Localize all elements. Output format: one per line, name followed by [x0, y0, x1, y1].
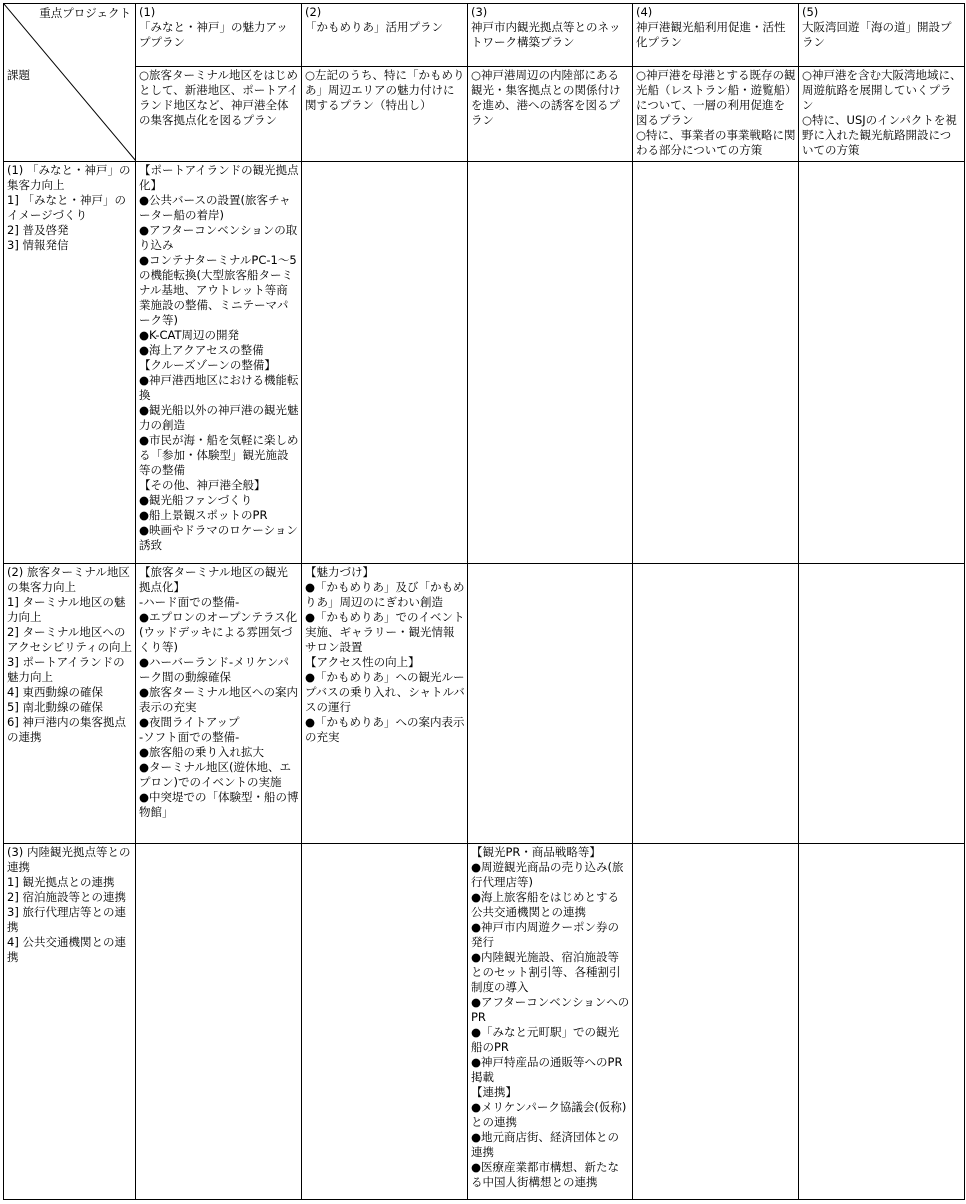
project-number: (3): [471, 5, 488, 19]
project-2-header: [302, 4, 468, 67]
project-description-text: ○神戸港を母港とする既存の観光船（レストラン船・遊覧船）について、一層の利用促進を図るプラン ○特に、事業者の事業戦略に関わる部分についての方策: [636, 68, 796, 157]
project-description-text: ○左記のうち、特に「かもめりあ」周辺エリアの魅力付けに関するプラン（特出し）: [305, 68, 465, 112]
measure-text: 【旅客ターミナル地区の観光拠点化】 -ハード面での整備- ●エプロンのオープンテラス化(ウッドデッキによる雰囲気づくり等) ●ハーバーランド-メリケンパーク間の動線確保 ●旅客ターミナル地区への案内表示の充実 ●夜間ライトアップ -ソフト面での整備- ●旅客船の乗り入れ拡大 ●ターミナル地区(遊休地、エプロン)でのイベントの実施 ●中突堤での「体験型・船の博物館」: [139, 565, 299, 819]
project-description-text: ○旅客ターミナル地区をはじめとして、新港地区、ポートアイランド地区など、神戸港全体の集客拠点化を図るプラン: [139, 68, 299, 127]
project-2-description: [302, 67, 468, 162]
project-issue-matrix: [3, 3, 965, 1200]
project-5-header: [799, 4, 965, 67]
measure-cell: [302, 564, 468, 844]
project-description-text: ○神戸港を含む大阪湾地域に、周遊航路を展開していくプラン ○特に、USJのインパクトを視野に入れた観光航路開設についての方策: [802, 68, 962, 157]
issue-1-cell: [4, 162, 136, 564]
measure-cell: [302, 162, 468, 564]
measure-cell: [468, 564, 633, 844]
measure-text: 【魅力づけ】 ●「かもめりあ」及び「かもめりあ」周辺のにぎわい創造 ●「かもめりあ」でのイベント実施、ギャラリー・観光情報サロン設置 【アクセス性の向上】 ●「かもめりあ」への観光ループバスの乗り入れ、シャトルバスの運行 ●「かもめりあ」への案内表示の充実: [305, 565, 465, 744]
measure-cell: [633, 844, 799, 1200]
project-5-description: [799, 67, 965, 162]
project-title: 大阪湾回遊「海の道」開設プラン: [802, 20, 952, 49]
issue-text: (2) 旅客ターミナル地区の集客力向上 1] ターミナル地区の魅力向上 2] ターミナル地区へのアクセシビリティの向上 3] ポートアイランドの魅力向上 4] 東西動線の確保 5] 南北動線の確保 6] 神戸港内の集客拠点の連携: [7, 565, 133, 744]
project-title: 「みなと・神戸」の魅力アッププラン: [139, 20, 288, 49]
project-number: (1): [139, 5, 156, 19]
measure-text: 【ポートアイランドの観光拠点化】 ●公共バースの設置(旅客チャーター船の着岸) ●アフターコンベンションの取り込み ●コンテナターミナルPC-1～5の機能転換(大型旅客船ターミナル基地、アウトレット等商業施設の整備、ミニテーマパーク等) ●K-CAT周辺の開発 ●海上アクアセスの整備 【クルーズゾーンの整備】 ●神戸港西地区における機能転換 ●観光船以外の神戸港の観光魅力の創造 ●市民が海・船を気軽に楽しめる「参加・体験型」観光施設等の整備 【その他、神戸港全般】 ●観光船ファンづくり ●船上景観スポットのPR ●映画やドラマのロケーション誘致: [139, 163, 299, 552]
measure-cell: [468, 162, 633, 564]
project-1-description: [136, 67, 302, 162]
project-title: 神戸市内観光拠点等とのネットワーク構築プラン: [471, 20, 621, 49]
issue-row-3: [4, 844, 965, 1200]
issue-2-cell: [4, 564, 136, 844]
measure-cell: [468, 844, 633, 1200]
measure-cell: [136, 564, 302, 844]
project-3-header: [468, 4, 633, 67]
corner-label-issues: 課題: [7, 68, 30, 82]
issue-text: (3) 内陸観光拠点等との連携 1] 観光拠点との連携 2] 宿泊施設等との連携 3] 旅行代理店等との連携 4] 公共交通機関との連携: [7, 845, 131, 964]
issue-row-1: [4, 162, 965, 564]
measure-text: 【観光PR・商品戦略等】 ●周遊観光商品の売り込み(旅行代理店等) ●海上旅客船をはじめとする公共交通機関との連携 ●神戸市内周遊クーポン券の発行 ●内陸観光施設、宿泊施設等とのセット割引等、各種割引制度の導入 ●アフターコンベンションへのPR ●「みなと元町駅」での観光船のPR ●神戸特産品の通販等へのPR掲載 【連携】 ●メリケンパーク協議会(仮称)との連携 ●地元商店街、経済団体との連携 ●医療産業都市構想、新たなる中国人街構想との連携: [471, 845, 630, 1189]
header-title-row: [4, 4, 965, 67]
measure-cell: [799, 564, 965, 844]
project-3-description: [468, 67, 633, 162]
project-number: (5): [802, 5, 819, 19]
measure-cell: [633, 564, 799, 844]
issue-text: (1) 「みなと・神戸」の集客力向上 1] 「みなと・神戸」のイメージづくり 2] 普及啓発 3] 情報発信: [7, 163, 131, 252]
corner-label-projects: 重点プロジェクト: [39, 6, 131, 20]
project-1-header: [136, 4, 302, 67]
issue-3-cell: [4, 844, 136, 1200]
issue-row-2: [4, 564, 965, 844]
project-number: (2): [305, 5, 322, 19]
project-number: (4): [636, 5, 653, 19]
measure-cell: [633, 162, 799, 564]
project-4-description: [633, 67, 799, 162]
header-description-row: [4, 67, 965, 162]
measure-cell: [136, 162, 302, 564]
project-description-text: ○神戸港周辺の内陸部にある観光・集客拠点との関係付けを進め、港への誘客を図るプラン: [471, 68, 621, 127]
measure-cell: [799, 844, 965, 1200]
project-title: 神戸港観光船利用促進・活性化プラン: [636, 20, 786, 49]
project-4-header: [633, 4, 799, 67]
measure-cell: [799, 162, 965, 564]
measure-cell: [302, 844, 468, 1200]
corner-cell: [4, 4, 136, 162]
measure-cell: [136, 844, 302, 1200]
project-title: 「かもめりあ」活用プラン: [305, 20, 443, 34]
